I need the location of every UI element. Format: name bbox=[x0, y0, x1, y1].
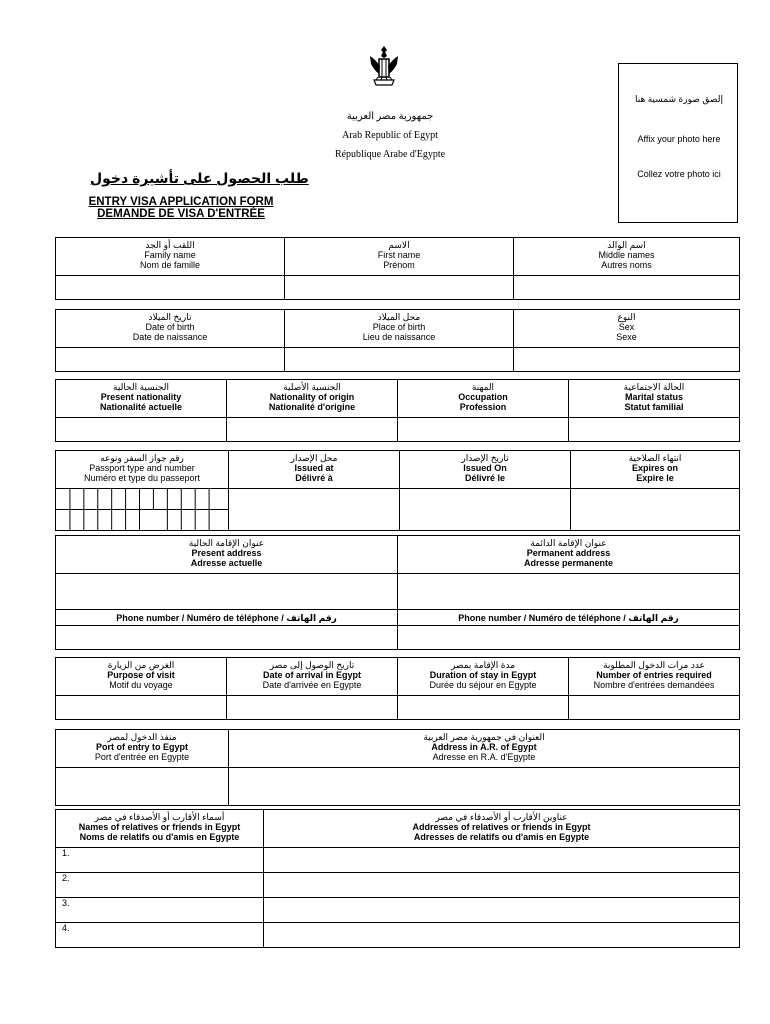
marital-status-field[interactable] bbox=[569, 418, 740, 442]
date-of-arrival-header: تاريخ الوصول إلى مصر Date of arrival in Egypt Date d'arrivée en Egypte bbox=[227, 658, 398, 696]
issued-on-header: تاريخ الإصدار Issued On Délivré le bbox=[400, 451, 571, 489]
photo-label-arabic: إلصق صورة شمسية هنا bbox=[635, 94, 723, 104]
country-name-arabic: جمهورية مصر العربية bbox=[346, 111, 434, 122]
passport-section bbox=[55, 450, 740, 531]
issued-on-field[interactable] bbox=[400, 489, 571, 531]
nationality-of-origin-field[interactable] bbox=[227, 418, 398, 442]
duration-of-stay-field[interactable] bbox=[398, 696, 569, 720]
photo-label-english: Affix your photo here bbox=[637, 134, 721, 144]
issued-at-header: محل الإصدار Issued at Délivré à bbox=[229, 451, 400, 489]
relative-address-field-4[interactable] bbox=[264, 923, 740, 948]
issued-at-field[interactable] bbox=[229, 489, 400, 531]
permanent-phone-field[interactable] bbox=[398, 626, 740, 650]
passport-digit-boxes bbox=[56, 489, 228, 530]
sex-header: النوع Sex Sexe bbox=[514, 310, 740, 348]
visit-section bbox=[55, 657, 740, 720]
birth-section bbox=[55, 309, 740, 372]
country-name-french: République Arabe d'Egypte bbox=[334, 149, 446, 160]
relatives-addresses-header: عناوين الأقارب أو الأصدقاء في مصر Addresses of relatives or friends in Egypt Adresses de relatifs ou d'amis en Egypte bbox=[264, 810, 740, 848]
present-phone-field[interactable] bbox=[56, 626, 398, 650]
first-name-header: الاسم First name Prénom bbox=[285, 238, 514, 276]
place-of-birth-field[interactable] bbox=[285, 348, 514, 372]
relative-address-field-2[interactable] bbox=[264, 873, 740, 898]
first-name-field[interactable] bbox=[285, 276, 514, 300]
present-address-field[interactable] bbox=[56, 574, 398, 610]
middle-names-header: اسم الوالد Middle names Autres noms bbox=[514, 238, 740, 276]
duration-of-stay-header: مدة الإقامة بمصر Duration of stay in Egypt Durée du séjour en Egypte bbox=[398, 658, 569, 696]
relatives-section bbox=[55, 809, 740, 948]
expires-on-header: انتهاء الصلاحية Expires on Expire le bbox=[571, 451, 740, 489]
passport-number-grid[interactable] bbox=[56, 489, 229, 531]
photo-label-french: Collez votre photo ici bbox=[637, 169, 721, 179]
family-name-field[interactable] bbox=[56, 276, 285, 300]
occupation-field[interactable] bbox=[398, 418, 569, 442]
purpose-of-visit-header: الغرض من الزيارة Purpose of visit Motif du voyage bbox=[56, 658, 227, 696]
relative-address-field-3[interactable] bbox=[264, 898, 740, 923]
present-phone-label: Phone number / Numéro de téléphone / رقم الهاتف bbox=[56, 610, 398, 626]
occupation-header: المهنة Occupation Profession bbox=[398, 380, 569, 418]
form-title-french: DEMANDE DE VISA D'ENTRÉE bbox=[97, 208, 265, 220]
permanent-address-field[interactable] bbox=[398, 574, 740, 610]
permanent-phone-label: Phone number / Numéro de téléphone / رقم الهاتف bbox=[398, 610, 740, 626]
country-name-english: Arab Republic of Egypt bbox=[342, 130, 438, 141]
middle-names-field[interactable] bbox=[514, 276, 740, 300]
relative-address-field-1[interactable] bbox=[264, 848, 740, 873]
port-of-entry-header: منفذ الدخول لمصر Port of entry to Egypt Port d'entrée en Egypte bbox=[56, 730, 229, 768]
expires-on-field[interactable] bbox=[571, 489, 740, 531]
photo-box[interactable] bbox=[618, 63, 738, 223]
address-in-egypt-header: العنوان في جمهورية مصر العربية Address in A.R. of Egypt Adresse en R.A. d'Egypte bbox=[229, 730, 740, 768]
place-of-birth-header: محل الميلاد Place of birth Lieu de naissance bbox=[285, 310, 514, 348]
sex-field[interactable] bbox=[514, 348, 740, 372]
form-title-english: ENTRY VISA APPLICATION FORM bbox=[88, 196, 274, 208]
port-of-entry-field[interactable] bbox=[56, 768, 229, 806]
number-of-entries-header: عدد مرات الدخول المطلوبة Number of entries required Nombre d'entrées demandées bbox=[569, 658, 740, 696]
nationality-section bbox=[55, 379, 740, 442]
date-of-birth-header: تاريخ الميلاد Date of birth Date de naissance bbox=[56, 310, 285, 348]
address-in-egypt-field[interactable] bbox=[229, 768, 740, 806]
number-of-entries-field[interactable] bbox=[569, 696, 740, 720]
names-section bbox=[55, 237, 740, 300]
relative-name-field-1[interactable]: 1. bbox=[56, 848, 264, 873]
relative-name-field-3[interactable]: 3. bbox=[56, 898, 264, 923]
relative-name-field-4[interactable]: 4. bbox=[56, 923, 264, 948]
family-name-header: اللقب أو الجد Family name Nom de famille bbox=[56, 238, 285, 276]
marital-status-header: الحالة الاجتماعية Marital status Statut familial bbox=[569, 380, 740, 418]
address-section bbox=[55, 535, 740, 650]
present-address-header: عنوان الإقامة الحالية Present address Adresse actuelle bbox=[56, 536, 398, 574]
nationality-of-origin-header: الجنسية الأصلية Nationality of origin Nationalité d'origine bbox=[227, 380, 398, 418]
purpose-of-visit-field[interactable] bbox=[56, 696, 227, 720]
date-of-arrival-field[interactable] bbox=[227, 696, 398, 720]
relative-name-field-2[interactable]: 2. bbox=[56, 873, 264, 898]
egypt-eagle-emblem-icon bbox=[368, 44, 400, 90]
passport-number-header: رقم جواز السفر ونوعه Passport type and number Numéro et type du passeport bbox=[56, 451, 229, 489]
relatives-names-header: أسماء الأقارب أو الأصدقاء في مصر Names of relatives or friends in Egypt Noms de relatifs ou d'amis en Egypte bbox=[56, 810, 264, 848]
permanent-address-header: عنوان الإقامة الدائمة Permanent address Adresse permanente bbox=[398, 536, 740, 574]
date-of-birth-field[interactable] bbox=[56, 348, 285, 372]
form-title-arabic: طلب الحصول على تأشيرة دخول bbox=[90, 170, 309, 186]
present-nationality-field[interactable] bbox=[56, 418, 227, 442]
present-nationality-header: الجنسية الحالية Present nationality Nationalité actuelle bbox=[56, 380, 227, 418]
entry-section bbox=[55, 729, 740, 806]
